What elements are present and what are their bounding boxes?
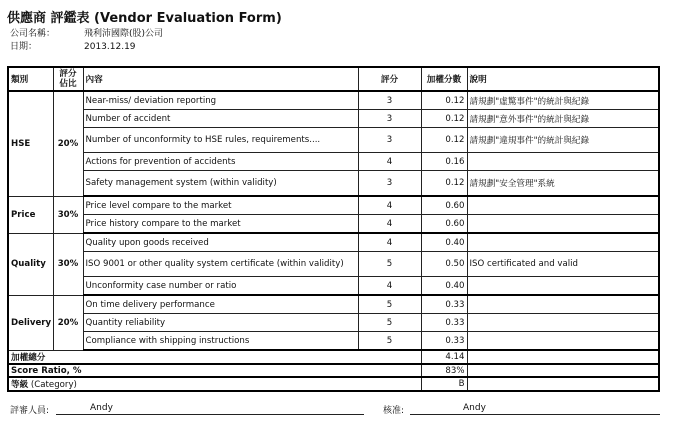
category-cell: Quality (8, 233, 53, 295)
content-cell: Number of accident (83, 110, 358, 128)
table-row (8, 153, 659, 171)
reviewer-value: Andy (90, 403, 113, 413)
date-line (10, 39, 136, 52)
table-row (8, 196, 659, 215)
score-cell: 4 (358, 196, 421, 215)
weighted-score-cell: 0.12 (421, 128, 467, 153)
grade-value: B (421, 377, 467, 391)
table-row (8, 128, 659, 153)
table-row (8, 252, 659, 277)
grade-label: 等級 (11, 380, 29, 390)
score-cell: 3 (358, 128, 421, 153)
weighted-score-cell: 0.12 (421, 91, 467, 110)
weighted-score-cell: 0.16 (421, 153, 467, 171)
content-cell: Compliance with shipping instructions (83, 332, 358, 351)
content-cell: Safety management system (within validity) (83, 171, 358, 197)
content-cell: Price history compare to the market (83, 215, 358, 234)
remark-cell (467, 153, 659, 171)
header-score: 評分 (358, 67, 421, 91)
score-ratio-row (8, 364, 659, 377)
content-cell: Quality upon goods received (83, 233, 358, 252)
table-row (8, 233, 659, 252)
remark-cell: 請規劃"虛驚事件"的統計與紀錄 (467, 91, 659, 110)
total-row-remark (467, 350, 659, 364)
score-cell: 4 (358, 215, 421, 234)
weighted-score-cell: 0.12 (421, 171, 467, 197)
weighted-score-cell: 0.33 (421, 295, 467, 314)
score-cell: 4 (358, 233, 421, 252)
grade-sub-label: (Category) (28, 380, 77, 390)
score-cell: 3 (358, 110, 421, 128)
header-remark: 說明 (467, 67, 659, 91)
header-weight: 評分 佔比 (53, 67, 83, 91)
score-cell: 3 (358, 171, 421, 197)
remark-cell (467, 215, 659, 234)
table-row (8, 110, 659, 128)
weight-cell: 20% (53, 295, 83, 350)
weighted-score-cell: 0.40 (421, 277, 467, 296)
score-cell: 5 (358, 295, 421, 314)
date-value: 2013.12.19 (84, 42, 136, 52)
remark-cell: 請規劃"意外事件"的統計與紀錄 (467, 110, 659, 128)
total-row-value: 4.14 (421, 350, 467, 364)
weighted-score-cell: 0.12 (421, 110, 467, 128)
total-row-label: 加權總分 (8, 350, 421, 364)
grade-row-label (8, 377, 421, 391)
approver-value: Andy (463, 403, 486, 413)
header-content: 內容 (83, 67, 358, 91)
remark-cell (467, 196, 659, 215)
evaluation-table (7, 66, 660, 392)
table-row (8, 215, 659, 234)
company-label: 公司名稱： (10, 29, 56, 39)
reviewer-label: 評審人員: (10, 406, 50, 416)
header-weighted: 加權分數 (421, 67, 467, 91)
score-cell: 5 (358, 252, 421, 277)
table-row (8, 295, 659, 314)
content-cell: Number of unconformity to HSE rules, requirements.... (83, 128, 358, 153)
approver-label: 核准: (383, 406, 405, 416)
weight-cell: 30% (53, 196, 83, 233)
table-row (8, 314, 659, 332)
weight-cell: 30% (53, 233, 83, 295)
category-cell: Price (8, 196, 53, 233)
content-cell: Price level compare to the market (83, 196, 358, 215)
category-cell: HSE (8, 91, 53, 196)
content-cell: Near-miss/ deviation reporting (83, 91, 358, 110)
score-cell: 4 (358, 277, 421, 296)
weighted-score-cell: 0.50 (421, 252, 467, 277)
remark-cell: 請規劃"違規事件"的統計與紀錄 (467, 128, 659, 153)
content-cell: On time delivery performance (83, 295, 358, 314)
category-cell: Delivery (8, 295, 53, 350)
content-cell: Quantity reliability (83, 314, 358, 332)
score-cell: 5 (358, 332, 421, 351)
score-ratio-row-value: 83% (421, 364, 467, 377)
date-label: 日期： (10, 42, 38, 52)
grade-row (8, 377, 659, 391)
content-cell: ISO 9001 or other quality system certificate (within validity) (83, 252, 358, 277)
weight-cell: 20% (53, 91, 83, 196)
header-category: 類別 (8, 67, 53, 91)
weighted-score-cell: 0.60 (421, 196, 467, 215)
content-cell: Unconformity case number or ratio (83, 277, 358, 296)
score-ratio-row-remark (467, 364, 659, 377)
remark-cell: ISO certificated and valid (467, 252, 659, 277)
remark-cell (467, 233, 659, 252)
remark-cell (467, 314, 659, 332)
approver-signature-line (410, 414, 660, 415)
table-header-row (8, 67, 659, 91)
content-cell: Actions for prevention of accidents (83, 153, 358, 171)
score-ratio-row-label: Score Ratio, % (8, 364, 421, 377)
score-cell: 5 (358, 314, 421, 332)
weighted-score-cell: 0.60 (421, 215, 467, 234)
score-cell: 3 (358, 91, 421, 110)
remark-cell: 請規劃"安全管理"系統 (467, 171, 659, 197)
grade-row-remark (467, 377, 659, 391)
total-row (8, 350, 659, 364)
weighted-score-cell: 0.33 (421, 314, 467, 332)
remark-cell (467, 332, 659, 351)
score-cell: 4 (358, 153, 421, 171)
form-title: 供應商 評鑑表 (Vendor Evaluation Form) (7, 11, 282, 26)
remark-cell (467, 295, 659, 314)
company-line (10, 26, 163, 39)
remark-cell (467, 277, 659, 296)
table-row (8, 277, 659, 296)
weighted-score-cell: 0.33 (421, 332, 467, 351)
reviewer-signature-line (56, 414, 364, 415)
table-row (8, 171, 659, 197)
table-row (8, 332, 659, 351)
table-row (8, 91, 659, 110)
company-value: 飛利沛國際(股)公司 (84, 29, 164, 39)
weighted-score-cell: 0.40 (421, 233, 467, 252)
